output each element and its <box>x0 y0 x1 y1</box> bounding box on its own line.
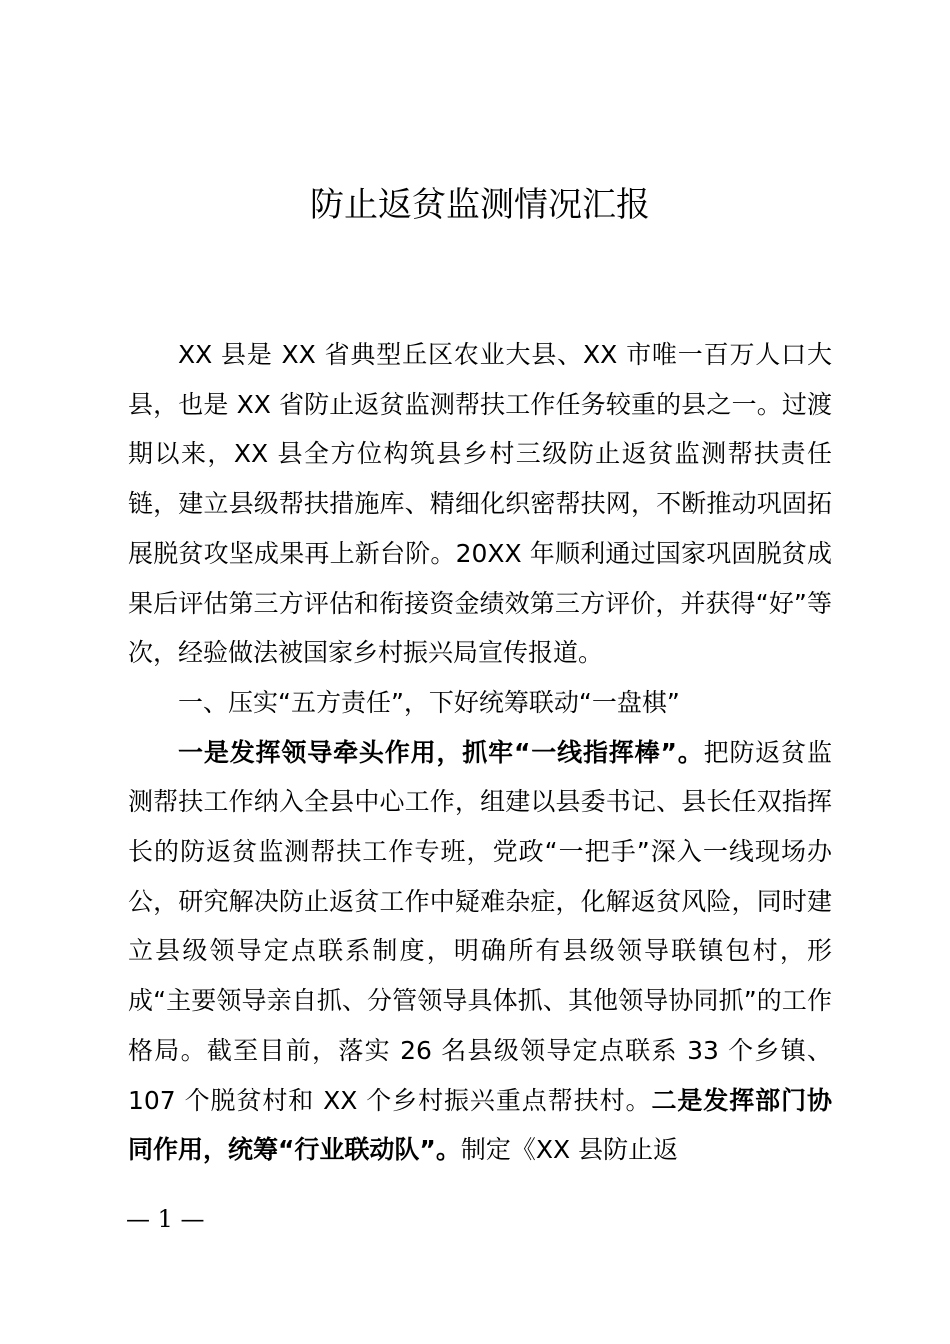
page-number: — 1 — <box>126 1205 205 1233</box>
section-heading-1: 一、压实“五方责任”，下好统筹联动“一盘棋” <box>178 687 680 717</box>
paragraph-second-bold: 二是发挥部门协同作用，统筹“行业联动队”。 <box>128 1085 832 1165</box>
paragraph-leadership-tail: 制定《XX 县防止返 <box>460 1135 679 1165</box>
paragraph-leadership <box>128 728 832 1175</box>
paragraph-intro: XX 县是 XX 省典型丘区农业大县、XX 市唯一百万人口大县，也是 XX 省防止返贫监测帮扶工作任务较重的县之一。过渡期以来，XX 县全方位构筑县乡村三级防止返贫监测帮扶责任链，建立县级帮扶措施库、精细化织密帮扶网，不断推动巩固拓展脱贫攻坚成果再上新台阶。20XX 年顺利通过国家巩固脱贫成果后评估第三方评估和衔接资金绩效第三方评价，并获得“好”等次，经验做法被国家乡村振兴局宣传报道。 <box>128 340 832 668</box>
document-title: 防止返贫监测情况汇报 <box>310 185 650 225</box>
paragraph-leadership-text: 把防返贫监测帮扶工作纳入全县中心工作，组建以县委书记、县长任双指挥长的防返贫监测帮扶工作专班，党政“一把手”深入一线现场办公，研究解决防止返贫工作中疑难杂症，化解返贫风险，同时建立县级领导定点联系制度，明确所有县级领导联镇包村，形成“主要领导亲自抓、分管领导具体抓、其他领导协同抓”的工作格局。截至目前，落实 26 名县级领导定点联系 33 个乡镇、107 个脱贫村和 XX 个乡村振兴重点帮扶村。 <box>128 737 832 1115</box>
document-body <box>128 330 832 1175</box>
paragraph-lead-bold: 一是发挥领导牵头作用，抓牢“一线指挥棒”。 <box>178 737 704 767</box>
